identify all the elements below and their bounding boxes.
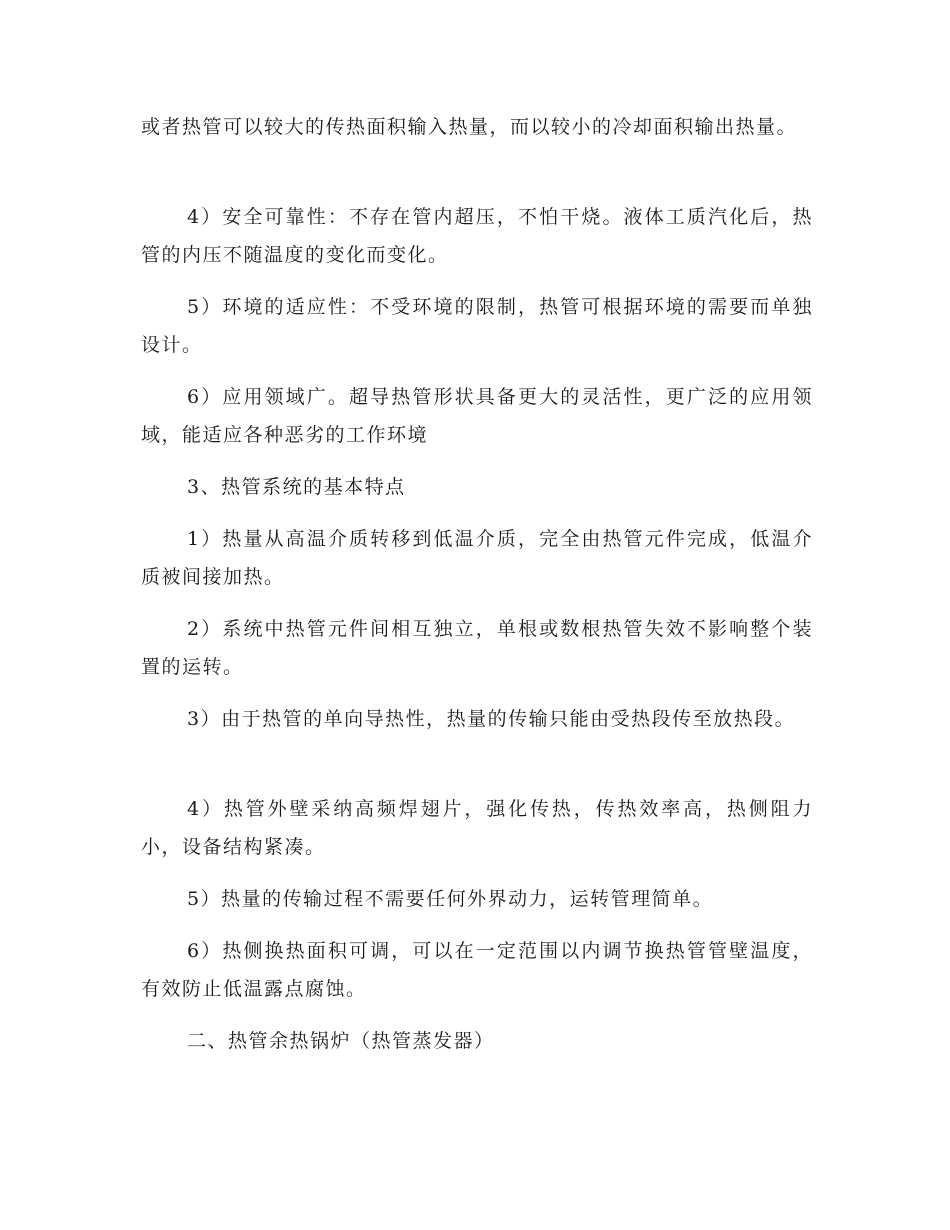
paragraph-feature-6: 6）热侧换热面积可调，可以在一定范围以内调节换热管管壁温度，有效防止低温露点腐蚀。	[141, 940, 813, 1000]
paragraph-feature-5: 5）热量的传输过程不需要任何外界动力，运转管理简单。	[187, 888, 714, 910]
paragraph-feature-4: 4）热管外壁采纳高频焊翅片，强化传热，传热效率高，热侧阻力小，设备结构紧凑。	[141, 798, 813, 858]
paragraph-item-applications: 6）应用领域广。超导热管形状具备更大的灵活性，更广泛的应用领域，能适应各种恶劣的工作环境	[141, 386, 813, 446]
paragraph-feature-1: 1）热量从高温介质转移到低温介质，完全由热管元件完成，低温介质被间接加热。	[141, 528, 813, 588]
section-heading-system-features: 3、热管系统的基本特点	[187, 476, 406, 498]
paragraph-continuation: 或者热管可以较大的传热面积输入热量，而以较小的冷却面积输出热量。	[141, 116, 798, 138]
section-heading-heat-pipe-boiler: 二、热管余热锅炉（热管蒸发器）	[187, 1030, 495, 1052]
paragraph-feature-2: 2）系统中热管元件间相互独立，单根或数根热管失效不影响整个装置的运转。	[141, 618, 813, 678]
paragraph-feature-3: 3）由于热管的单向导热性，热量的传输只能由受热段传至放热段。	[187, 708, 796, 730]
paragraph-item-safety: 4）安全可靠性：不存在管内超压，不怕干烧。液体工质汽化后，热管的内压不随温度的变化而变化。	[141, 206, 813, 266]
paragraph-item-adaptability: 5）环境的适应性：不受环境的限制，热管可根据环境的需要而单独设计。	[141, 296, 813, 356]
